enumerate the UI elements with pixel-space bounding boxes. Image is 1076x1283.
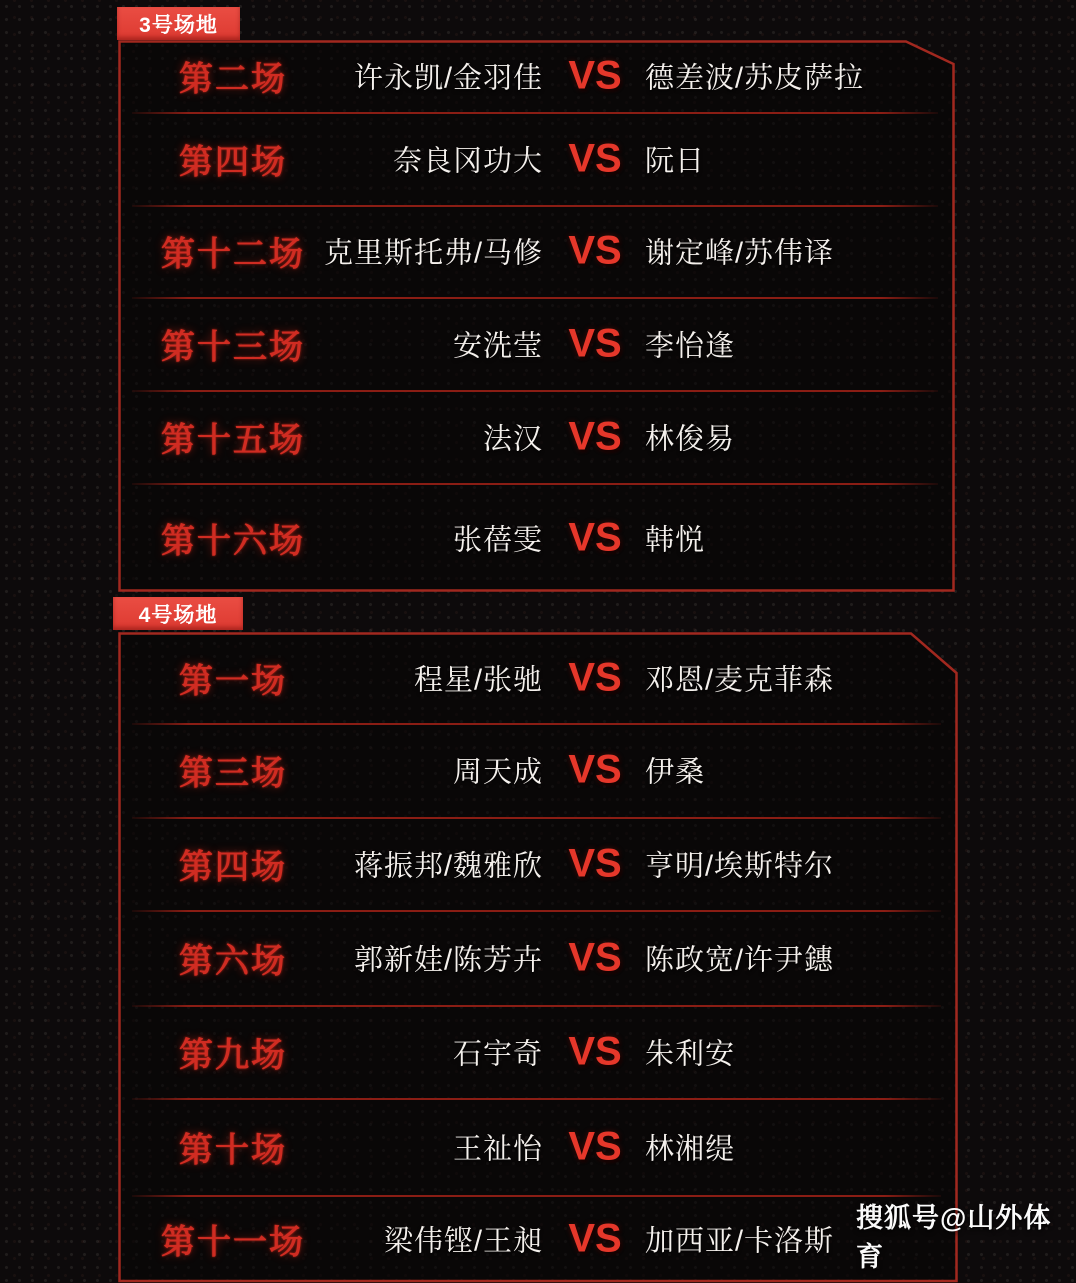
court-4-tab-label: 4号场地 bbox=[138, 603, 218, 627]
vs-label: VS bbox=[568, 1124, 622, 1168]
player-left: 周天成 bbox=[452, 756, 543, 789]
match-row bbox=[118, 1195, 958, 1283]
vs-label: VS bbox=[568, 747, 622, 792]
player-right: 谢定峰/苏伟译 bbox=[645, 237, 835, 270]
player-left: 郭新娃/陈芳卉 bbox=[353, 944, 543, 976]
court-3-tab bbox=[117, 7, 240, 40]
player-right: 林俊易 bbox=[645, 423, 736, 455]
court-3-tab-label: 3号场地 bbox=[139, 13, 218, 37]
match-number: 第十场 bbox=[179, 1131, 287, 1169]
match-number: 第十六场 bbox=[161, 522, 305, 560]
match-number: 第十二场 bbox=[161, 235, 305, 274]
match-row bbox=[118, 112, 955, 205]
player-right: 邓恩/麦克菲森 bbox=[645, 664, 835, 696]
player-left: 梁伟铿/王昶 bbox=[383, 1225, 543, 1258]
player-left: 石宇奇 bbox=[452, 1038, 543, 1070]
match-number: 第九场 bbox=[179, 1036, 287, 1074]
player-left: 许永凯/金羽佳 bbox=[353, 62, 543, 95]
court-4-panel bbox=[118, 632, 958, 1283]
match-row bbox=[118, 910, 958, 1005]
match-row bbox=[118, 40, 955, 112]
match-row bbox=[118, 483, 955, 592]
player-left: 蒋振邦/魏雅欣 bbox=[353, 850, 543, 882]
court-4-tab bbox=[113, 597, 243, 630]
match-number: 第十三场 bbox=[161, 328, 305, 366]
player-left: 法汉 bbox=[482, 423, 543, 455]
vs-label: VS bbox=[568, 655, 622, 699]
player-left: 奈良冈功大 bbox=[392, 145, 543, 177]
player-right: 伊桑 bbox=[645, 756, 706, 789]
vs-label: VS bbox=[568, 1216, 622, 1261]
vs-label: VS bbox=[568, 228, 622, 273]
match-number: 第十五场 bbox=[161, 421, 305, 459]
match-row bbox=[118, 723, 958, 817]
match-number: 第十一场 bbox=[161, 1223, 305, 1262]
match-row bbox=[118, 205, 955, 297]
match-number: 第四场 bbox=[179, 143, 287, 181]
match-number: 第四场 bbox=[179, 848, 287, 886]
match-row bbox=[118, 1098, 958, 1195]
player-right: 加西亚/卡洛斯 bbox=[645, 1225, 835, 1258]
vs-label: VS bbox=[568, 53, 622, 98]
player-right: 韩悦 bbox=[645, 524, 706, 556]
player-left: 程星/张驰 bbox=[413, 664, 543, 696]
player-left: 王祉怡 bbox=[452, 1133, 543, 1165]
match-row bbox=[118, 632, 958, 723]
vs-label: VS bbox=[568, 414, 622, 458]
match-row bbox=[118, 390, 955, 483]
vs-label: VS bbox=[568, 841, 622, 885]
match-row bbox=[118, 817, 958, 910]
vs-label: VS bbox=[568, 935, 622, 979]
player-right: 林湘缇 bbox=[645, 1133, 736, 1165]
match-row bbox=[118, 1005, 958, 1098]
match-number: 第六场 bbox=[179, 942, 287, 980]
vs-label: VS bbox=[568, 515, 622, 559]
player-right: 陈政宽/许尹鏸 bbox=[645, 944, 835, 976]
player-left: 安洗莹 bbox=[452, 330, 543, 362]
vs-label: VS bbox=[568, 136, 622, 180]
vs-label: VS bbox=[568, 321, 622, 365]
player-right: 德差波/苏皮萨拉 bbox=[645, 62, 865, 95]
watermark: 搜狐号@山外体育 bbox=[856, 1203, 1052, 1272]
match-number: 第一场 bbox=[179, 662, 287, 700]
player-right: 阮日 bbox=[645, 145, 706, 177]
player-right: 李怡逢 bbox=[645, 330, 736, 362]
court-3-panel bbox=[118, 40, 955, 592]
vs-label: VS bbox=[568, 1029, 622, 1073]
player-left: 张蓓雯 bbox=[452, 524, 543, 556]
player-right: 朱利安 bbox=[645, 1038, 736, 1070]
match-number: 第二场 bbox=[179, 60, 287, 99]
match-number: 第三场 bbox=[179, 754, 287, 793]
player-left: 克里斯托弗/马修 bbox=[323, 237, 543, 270]
player-right: 亨明/埃斯特尔 bbox=[645, 850, 835, 882]
match-row bbox=[118, 297, 955, 390]
